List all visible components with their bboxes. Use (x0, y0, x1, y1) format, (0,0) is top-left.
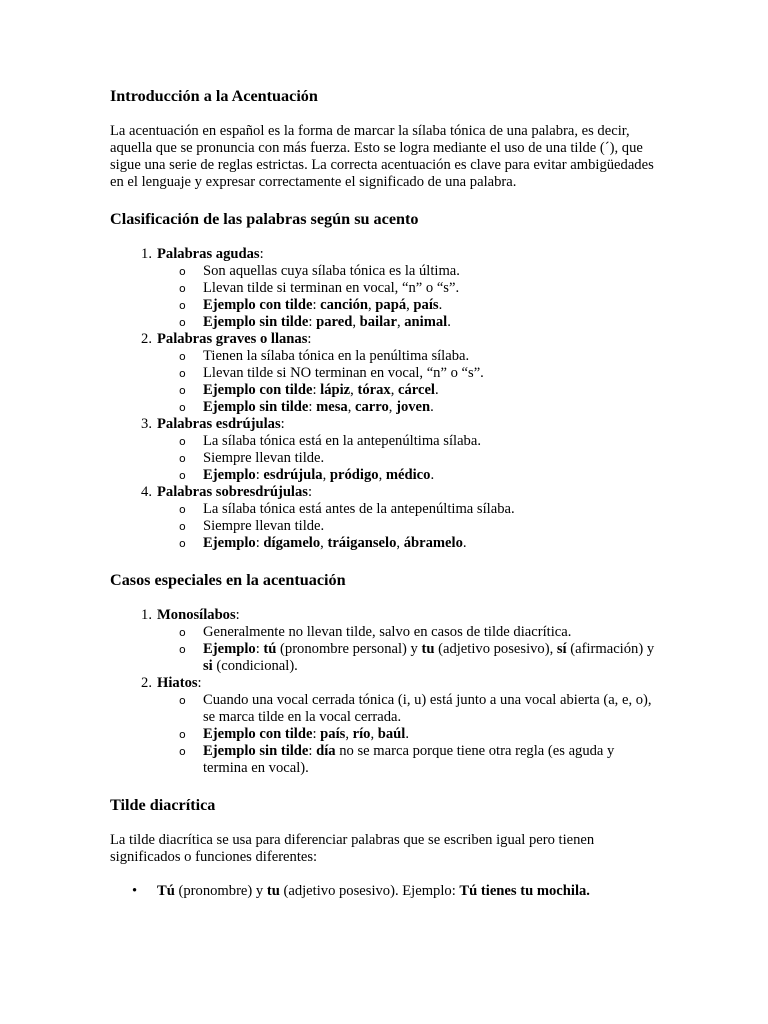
circle-bullet-icon: o (179, 745, 186, 758)
sub-item: o Ejemplo: tú (pronombre personal) y tu (adjetivo posesivo), sí (afirmación) y si (condicional). (179, 641, 655, 674)
casos-heading: Casos especiales en la acentuación (110, 571, 346, 589)
sublist (157, 433, 658, 484)
sublist (157, 624, 658, 675)
example-word: canción (320, 297, 368, 313)
list-item-esdrujulas: 3. Palabras esdrújulas: o La sílaba tónica está en la antepenúltima sílaba. o Siempre llevan tilde. o Ejemplo: esdrújula, pródigo, médico. (110, 416, 658, 484)
circle-bullet-icon: o (179, 469, 186, 482)
bullet-icon: • (132, 883, 138, 899)
example-label: Ejemplo con tilde (203, 297, 313, 313)
example-label: Ejemplo sin tilde (203, 743, 309, 759)
diacritica-paragraph: La tilde diacrítica se usa para diferenciar palabras que se escriben igual pero tienen significados o funciones diferentes: (110, 832, 595, 865)
sublist (157, 501, 658, 552)
list-item (110, 883, 658, 900)
circle-bullet-icon: o (179, 452, 186, 465)
circle-bullet-icon: o (179, 350, 186, 363)
list-number: 2. (141, 675, 152, 691)
example-label: Ejemplo con tilde (203, 382, 313, 398)
circle-bullet-icon: o (179, 643, 186, 656)
example-word: papá (375, 297, 407, 313)
sub-item: o Ejemplo con tilde: lápiz, tórax, cárcel. (179, 382, 439, 398)
sub-text: (pronombre) y (174, 883, 267, 899)
circle-bullet-icon: o (179, 626, 186, 639)
item-label: Palabras agudas (157, 246, 260, 262)
sub-text: Son aquellas cuya sílaba tónica es la última. (203, 263, 460, 279)
sub-item: o Ejemplo sin tilde: pared, bailar, animal. (179, 314, 451, 330)
example-word: río (352, 726, 371, 742)
item-label: Palabras graves o llanas (157, 331, 308, 347)
circle-bullet-icon: o (179, 503, 186, 516)
clasificacion-heading: Clasificación de las palabras según su acento (110, 210, 419, 228)
example-word: dígamelo (263, 535, 321, 551)
circle-bullet-icon: o (179, 316, 186, 329)
list-item-agudas: 1. Palabras agudas: o Son aquellas cuya sílaba tónica es la última. o Llevan tilde si terminan en vocal, “n” o “s”. o Ejemplo con tilde: canción, papá, país. o Ejemplo sin tilde: pared, bailar, animal. (110, 246, 658, 331)
item-label: Palabras sobresdrújulas (157, 484, 308, 500)
sub-item (157, 450, 658, 467)
intro-heading: Introducción a la Acentuación (110, 87, 318, 105)
sub-item: o Ejemplo sin tilde: mesa, carro, joven. (179, 399, 434, 415)
sub-text: (pronombre personal) y (276, 641, 422, 657)
circle-bullet-icon: o (179, 282, 186, 295)
example-word: ábramelo (403, 535, 463, 551)
sub-item: o Ejemplo: esdrújula, pródigo, médico. (179, 467, 435, 483)
example-label: Ejemplo sin tilde (203, 314, 309, 330)
list-number: 4. (141, 484, 152, 500)
circle-bullet-icon: o (179, 384, 186, 397)
sub-text: (condicional). (212, 658, 298, 674)
sub-item (157, 280, 658, 297)
sub-text: La sílaba tónica está en la antepenúltima sílaba. (203, 433, 481, 449)
sub-item (157, 348, 658, 365)
clasificacion-list (110, 246, 658, 552)
example-word: bailar (359, 314, 397, 330)
sublist (157, 692, 658, 777)
sub-text: Siempre llevan tilde. (203, 450, 325, 466)
example-label: Ejemplo con tilde (203, 726, 313, 742)
list-number: 1. (141, 607, 152, 623)
example-word: joven (396, 399, 431, 415)
sub-item (157, 263, 658, 280)
list-item-sobresdrujulas: 4. Palabras sobresdrújulas: o La sílaba tónica está antes de la antepenúltima sílaba. o Siempre llevan tilde. o Ejemplo: dígamelo, tráiganselo, ábramelo. (110, 484, 658, 552)
list-number: 2. (141, 331, 152, 347)
circle-bullet-icon: o (179, 520, 186, 533)
diacritica-list (110, 883, 658, 900)
sub-text: Llevan tilde si terminan en vocal, “n” o “s”. (203, 280, 460, 296)
sub-item: o Ejemplo: dígamelo, tráiganselo, ábramelo. (179, 535, 467, 551)
item-label: Hiatos (157, 675, 198, 691)
sub-text: La sílaba tónica está antes de la antepenúltima sílaba. (203, 501, 515, 517)
intro-paragraph: La acentuación en español es la forma de marcar la sílaba tónica de una palabra, es decir, aquella que se pronuncia con más fuerza. Esto se logra mediante el uso de una tilde (´), que sigue una serie de reglas estrictas. La correcta acentuación es clave para evitar ambigüedades en el lenguaje y expresar correctamente el significado de una palabra. (110, 123, 654, 190)
example-label: Ejemplo (203, 641, 256, 657)
example-word: tu (421, 641, 435, 657)
list-item-hiatos: 2. Hiatos: o Cuando una vocal cerrada tónica (i, u) está junto a una vocal abierta (a, e, o), se marca tilde en la vocal cerrada. o Ejemplo con tilde: país, río, baúl. o Ejemplo sin tilde: día no se marca porque tiene otra regla (es aguda y termina en vocal). (110, 675, 658, 777)
sub-item (157, 365, 658, 382)
sublist (157, 263, 658, 331)
example-word: carro (355, 399, 389, 415)
example-sentence: Tú tienes tu mochila. (459, 883, 590, 899)
example-word: lápiz (320, 382, 351, 398)
casos-list (110, 607, 658, 777)
circle-bullet-icon: o (179, 265, 186, 278)
example-word: tráiganselo (327, 535, 397, 551)
example-word: día (316, 743, 336, 759)
sub-item: o Ejemplo sin tilde: día no se marca porque tiene otra regla (es aguda y termina en vocal). (179, 743, 615, 776)
example-word: pródigo (329, 467, 379, 483)
example-word: Tú (157, 883, 175, 899)
sub-text: (adjetivo posesivo), (434, 641, 557, 657)
list-number: 1. (141, 246, 152, 262)
item-label: Palabras esdrújulas (157, 416, 281, 432)
sub-text: (adjetivo posesivo). Ejemplo: (279, 883, 460, 899)
example-label: Ejemplo sin tilde (203, 399, 309, 415)
sub-text: no se marca porque tiene otra regla (es aguda y termina en vocal). (203, 743, 615, 776)
diacritica-heading: Tilde diacrítica (110, 796, 216, 814)
example-word: si (203, 658, 213, 674)
example-word: baúl (377, 726, 406, 742)
sub-item (157, 624, 658, 641)
sub-item: o Ejemplo con tilde: canción, papá, país. (179, 297, 443, 313)
sub-text: Generalmente no llevan tilde, salvo en casos de tilde diacrítica. (203, 624, 572, 640)
sub-item: o Ejemplo con tilde: país, río, baúl. (179, 726, 409, 742)
circle-bullet-icon: o (179, 694, 186, 707)
sub-text: Llevan tilde si NO terminan en vocal, “n” o “s”. (203, 365, 484, 381)
example-word: mesa (316, 399, 348, 415)
example-word: pared (316, 314, 353, 330)
example-word: tu (266, 883, 280, 899)
example-word: animal (404, 314, 448, 330)
sub-text: Cuando una vocal cerrada tónica (i, u) está junto a una vocal abierta (a, e, o), se marca tilde en la vocal cerrada. (203, 692, 652, 725)
circle-bullet-icon: o (179, 435, 186, 448)
example-word: cárcel (397, 382, 435, 398)
circle-bullet-icon: o (179, 728, 186, 741)
sub-item (157, 692, 658, 726)
circle-bullet-icon: o (179, 401, 186, 414)
example-word: tórax (357, 382, 391, 398)
sub-text: Tienen la sílaba tónica en la penúltima sílaba. (203, 348, 470, 364)
item-label: Monosílabos (157, 607, 236, 623)
list-item-monosilabos: 1. Monosílabos: o Generalmente no llevan tilde, salvo en casos de tilde diacrítica. o Ejemplo: tú (pronombre personal) y tu (adjetivo posesivo), sí (afirmación) y si (condicional). (110, 607, 658, 675)
sub-item (157, 501, 658, 518)
circle-bullet-icon: o (179, 537, 186, 550)
example-word: sí (556, 641, 567, 657)
example-word: esdrújula (263, 467, 323, 483)
circle-bullet-icon: o (179, 367, 186, 380)
sub-item (157, 518, 658, 535)
circle-bullet-icon: o (179, 299, 186, 312)
sub-item (157, 433, 658, 450)
sub-text: Siempre llevan tilde. (203, 518, 325, 534)
example-word: médico (385, 467, 431, 483)
list-number: 3. (141, 416, 152, 432)
example-label: Ejemplo (203, 467, 256, 483)
example-word: país (413, 297, 439, 313)
example-label: Ejemplo (203, 535, 256, 551)
sub-text: (afirmación) y (566, 641, 655, 657)
list-item-graves: 2. Palabras graves o llanas: o Tienen la sílaba tónica en la penúltima sílaba. o Llevan tilde si NO terminan en vocal, “n” o “s”. o Ejemplo con tilde: lápiz, tórax, cárcel. o Ejemplo sin tilde: mesa, carro, joven. (110, 331, 658, 416)
example-word: país (320, 726, 346, 742)
sublist (157, 348, 658, 416)
example-word: tú (263, 641, 277, 657)
